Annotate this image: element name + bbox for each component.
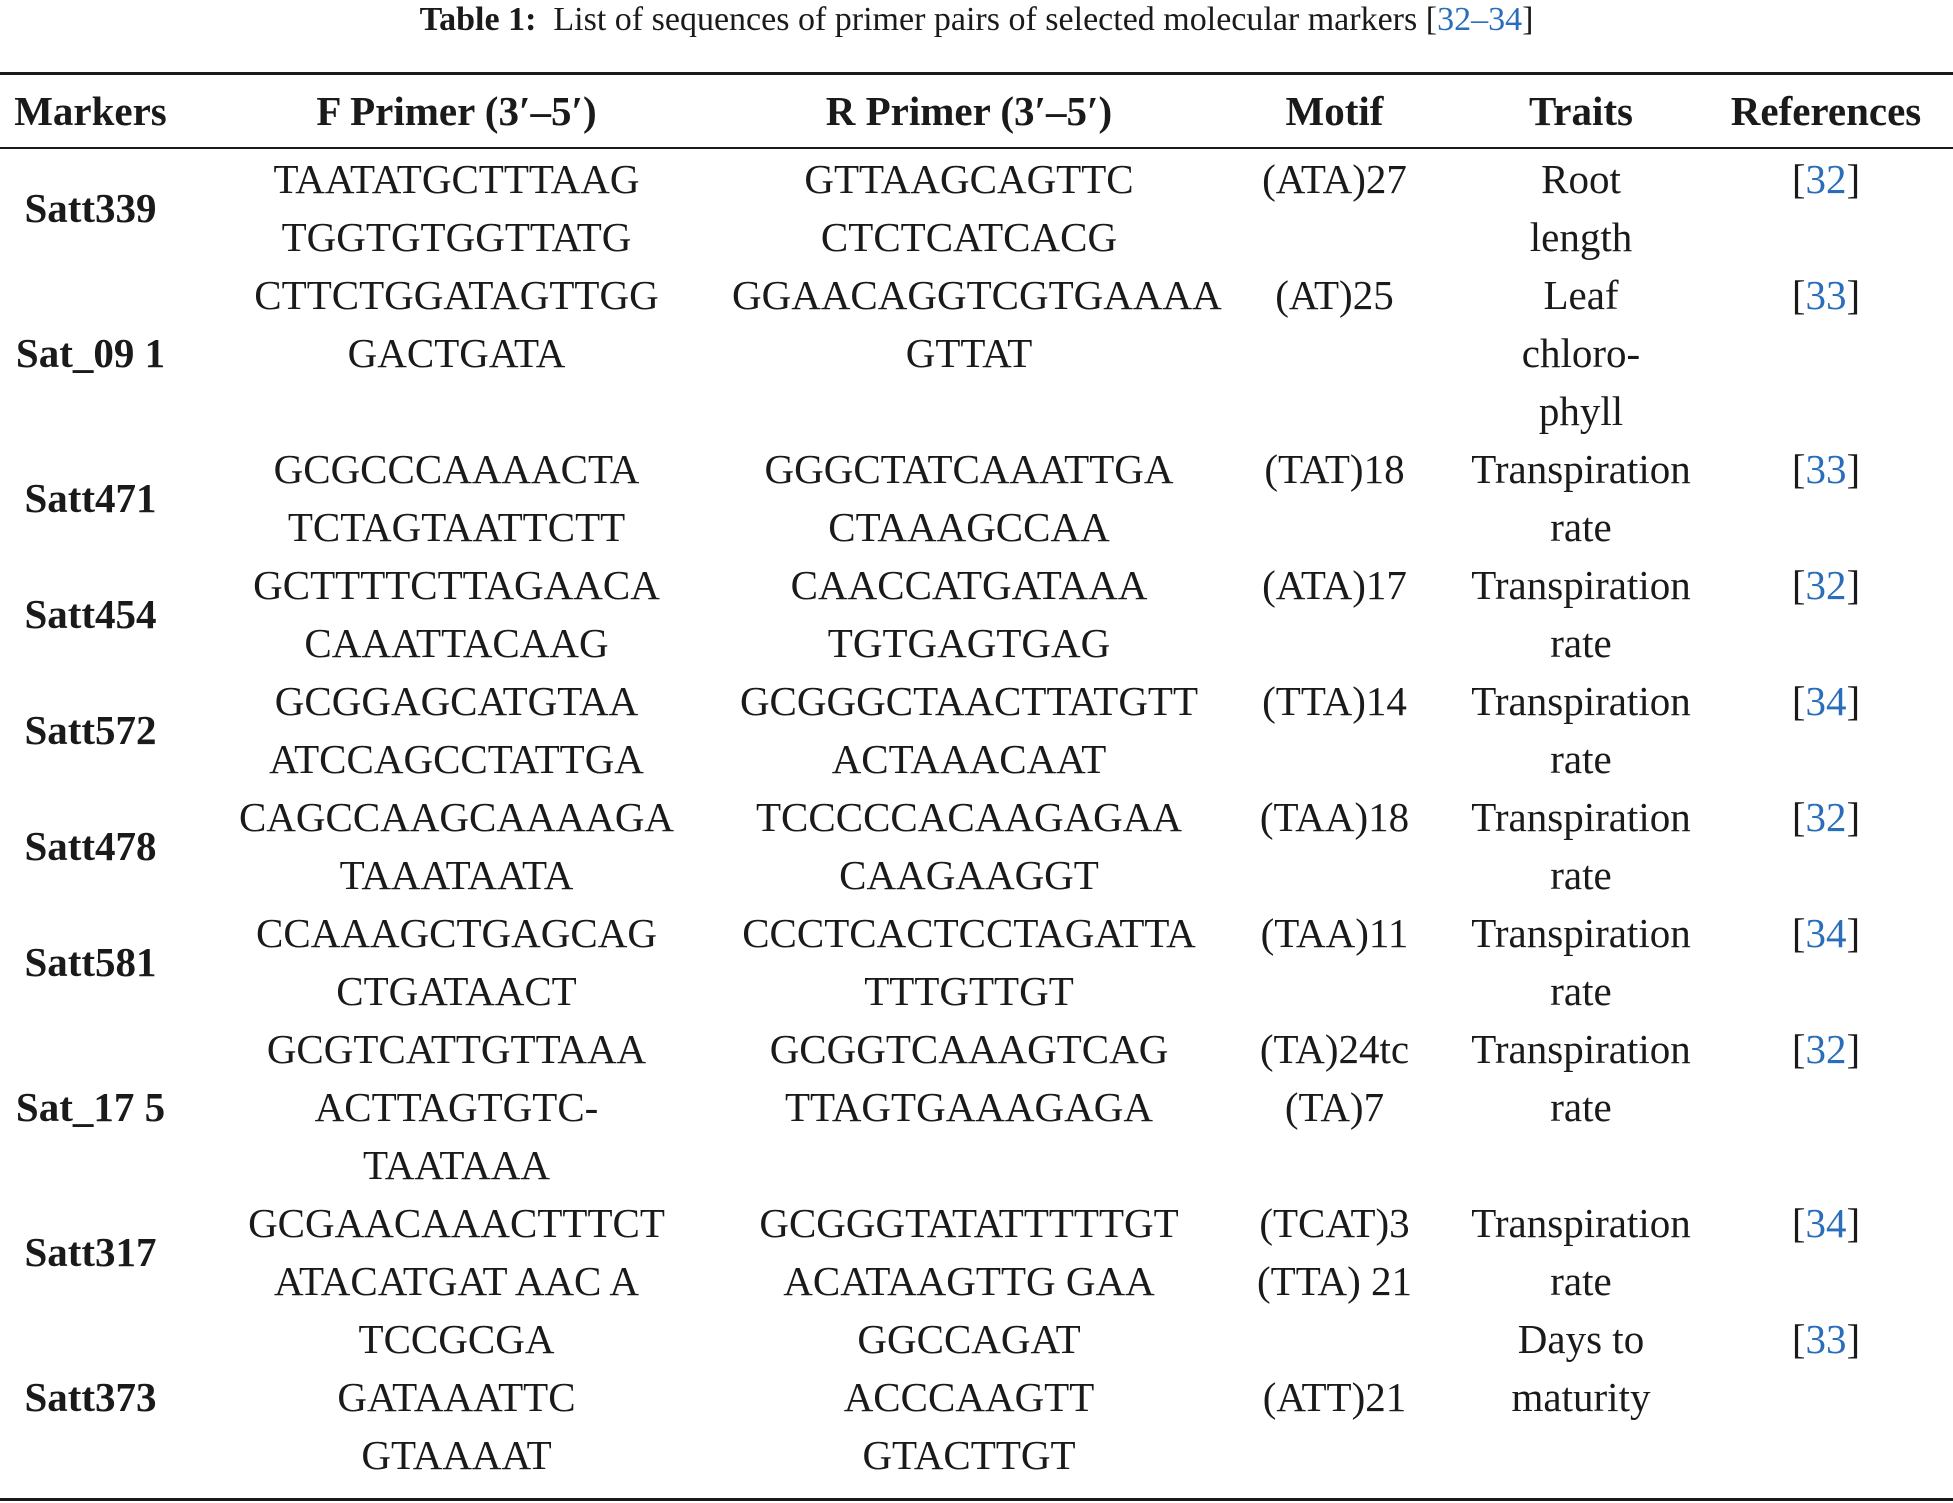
f-primer-cell	[181, 440, 732, 556]
caption-text: List of sequences of primer pairs of selected molecular markers	[553, 1, 1418, 38]
f-primer-line: GCGTCATTGTTAAA	[266, 1026, 647, 1072]
motif-cell	[1206, 1020, 1463, 1194]
ref-bracket-open: [	[1791, 1316, 1806, 1362]
motif-line: (TA)7	[1284, 1084, 1385, 1130]
traits-cell	[1463, 788, 1699, 904]
r-primer-line: TGTGAGTGAG	[827, 620, 1111, 666]
traits-cell	[1463, 1310, 1699, 1484]
motif-cell	[1206, 904, 1463, 1020]
primer-table	[0, 75, 1953, 1484]
r-primer-line: GGCCAGAT	[857, 1316, 1081, 1362]
r-primer-cell	[732, 266, 1222, 440]
f-primer-line: TCTAGTAATTCTT	[287, 504, 626, 550]
r-primer-line: GCGGGCTAACTTATGTT	[739, 678, 1199, 724]
f-primer-line: CTGATAACT	[336, 968, 577, 1014]
f-primer-line: GCGGAGCATGTAA	[274, 678, 639, 724]
r-primer-cell	[732, 1020, 1206, 1194]
r-primer-cell	[732, 440, 1206, 556]
r-primer-cell	[732, 904, 1206, 1020]
ref-bracket-close: ]	[1846, 1200, 1861, 1246]
reference-cell	[1699, 1194, 1953, 1310]
f-primer-cell	[181, 788, 732, 904]
f-primer-line: CTTCTGGATAGTTGG	[254, 272, 659, 318]
traits-cell	[1463, 556, 1699, 672]
table-row	[0, 1194, 1953, 1310]
ref-bracket-open: [	[1791, 1200, 1806, 1246]
r-primer-line: TTAGTGAAAGAGA	[785, 1084, 1153, 1130]
traits-line: rate	[1550, 504, 1612, 550]
ref-bracket-close: ]	[1846, 1316, 1861, 1362]
ref-bracket-close: ]	[1846, 156, 1861, 202]
table-row	[0, 266, 1953, 440]
motif-line: (AT)25	[1275, 272, 1394, 318]
f-primer-line: GCGCCCAAAACTA	[273, 446, 640, 492]
traits-cell	[1463, 904, 1699, 1020]
traits-line: Transpiration	[1471, 678, 1691, 724]
marker-cell: Sat_09 1	[15, 330, 166, 376]
table-row	[0, 672, 1953, 788]
table-row	[0, 147, 1953, 266]
motif-cell	[1206, 556, 1463, 672]
motif-cell	[1206, 788, 1463, 904]
reference-cell	[1699, 266, 1953, 440]
ref-bracket-open: [	[1791, 910, 1806, 956]
header-motif: Motif	[1285, 88, 1384, 134]
reference-link[interactable]: 32	[1805, 156, 1847, 202]
motif-line: (ATA)27	[1262, 156, 1407, 202]
r-primer-line: GGAACAGGTCGTGAAAA	[732, 272, 1222, 318]
reference-link[interactable]: 34	[1805, 1200, 1847, 1246]
caption-ref-close: ]	[1522, 1, 1534, 38]
f-primer-cell	[181, 672, 732, 788]
ref-bracket-open: [	[1791, 272, 1806, 318]
f-primer-line: TAATAAA	[362, 1142, 551, 1188]
f-primer-cell	[181, 904, 732, 1020]
ref-bracket-open: [	[1791, 1026, 1806, 1072]
traits-line: Transpiration	[1471, 562, 1691, 608]
ref-bracket-open: [	[1791, 446, 1806, 492]
marker-cell: Satt572	[24, 707, 157, 753]
traits-cell	[1463, 266, 1699, 440]
header-markers: Markers	[14, 88, 167, 134]
motif-line: (TCAT)3	[1259, 1200, 1410, 1246]
traits-line: Transpiration	[1471, 1026, 1691, 1072]
traits-line: rate	[1550, 1258, 1612, 1304]
motif-cell	[1206, 1194, 1463, 1310]
traits-line: rate	[1550, 1084, 1612, 1130]
ref-bracket-open: [	[1791, 562, 1806, 608]
table-caption	[0, 0, 1953, 40]
ref-bracket-close: ]	[1846, 794, 1861, 840]
table-body	[0, 147, 1953, 1484]
f-primer-cell	[181, 1020, 732, 1194]
caption-label: Table 1:	[419, 1, 537, 38]
motif-line: (TAA)11	[1260, 910, 1409, 956]
traits-line: chloro-	[1521, 330, 1641, 376]
header-traits: Traits	[1528, 88, 1633, 134]
f-primer-cell	[181, 1194, 732, 1310]
reference-cell	[1699, 1020, 1953, 1194]
traits-line: maturity	[1511, 1374, 1651, 1420]
r-primer-line: GTTAAGCAGTTC	[804, 156, 1134, 202]
f-primer-line: GACTGATA	[347, 330, 566, 376]
marker-cell: Satt581	[24, 939, 157, 985]
f-primer-line: GTAAAAT	[361, 1432, 552, 1478]
motif-line: (TTA)14	[1262, 678, 1407, 724]
traits-cell	[1463, 440, 1699, 556]
r-primer-cell	[732, 672, 1206, 788]
marker-cell: Satt317	[24, 1229, 157, 1275]
f-primer-cell	[181, 1310, 732, 1484]
marker-cell: Satt471	[24, 475, 157, 521]
f-primer-line: TAATATGCTTTAAG	[273, 156, 640, 202]
caption-ref-open: [	[1425, 1, 1438, 38]
f-primer-line: ATACATGAT AAC A	[273, 1258, 640, 1304]
r-primer-line: TCCCCCACAAGAGAA	[756, 794, 1182, 840]
reference-link[interactable]: 34	[1805, 678, 1847, 724]
motif-cell	[1206, 147, 1463, 266]
motif-cell	[1206, 266, 1463, 440]
motif-cell	[1206, 1310, 1463, 1484]
r-primer-cell	[732, 1194, 1206, 1310]
r-primer-line: ACTAAACAAT	[831, 736, 1107, 782]
reference-cell	[1699, 147, 1953, 266]
reference-cell	[1699, 904, 1953, 1020]
traits-line: Leaf	[1543, 272, 1619, 318]
reference-link[interactable]: 32	[1805, 562, 1847, 608]
r-primer-line: CTCTCATCACG	[820, 214, 1118, 260]
f-primer-line: ACTTAGTGTC-	[314, 1084, 599, 1130]
traits-cell	[1463, 1020, 1699, 1194]
r-primer-cell	[732, 556, 1206, 672]
r-primer-line: GCGGGTATATTTTTGT	[759, 1200, 1179, 1246]
f-primer-cell	[181, 266, 732, 440]
r-primer-line: GGGCTATCAAATTGA	[764, 446, 1174, 492]
f-primer-line: CCAAAGCTGAGCAG	[256, 910, 657, 956]
traits-line: Transpiration	[1471, 910, 1691, 956]
marker-cell: Satt454	[24, 591, 157, 637]
motif-cell	[1206, 440, 1463, 556]
ref-bracket-close: ]	[1846, 678, 1861, 724]
r-primer-line: ACCCAAGTT	[843, 1374, 1095, 1420]
motif-line: (TTA) 21	[1257, 1258, 1412, 1304]
reference-cell	[1699, 672, 1953, 788]
motif-line: (TA)24tc	[1259, 1026, 1410, 1072]
motif-line: (ATT)21	[1262, 1374, 1407, 1420]
f-primer-line: GCTTTTCTTAGAACA	[253, 562, 660, 608]
ref-bracket-close: ]	[1846, 272, 1861, 318]
reference-cell	[1699, 1310, 1953, 1484]
ref-bracket-close: ]	[1846, 446, 1861, 492]
r-primer-line: TTTGTTGT	[864, 968, 1074, 1014]
f-primer-line: CAGCCAAGCAAAAGA	[238, 794, 675, 840]
motif-line: (ATA)17	[1262, 562, 1407, 608]
f-primer-line: GATAAATTC	[337, 1374, 576, 1420]
f-primer-cell	[181, 556, 732, 672]
marker-cell: Satt339	[24, 185, 157, 231]
r-primer-line: GCGGTCAAAGTCAG	[769, 1026, 1169, 1072]
table-row	[0, 788, 1953, 904]
r-primer-line: CTAAAGCCAA	[828, 504, 1110, 550]
r-primer-line: CCCTCACTCCTAGATTA	[742, 910, 1196, 956]
f-primer-line: ATCCAGCCTATTGA	[269, 736, 644, 782]
ref-bracket-open: [	[1791, 678, 1806, 724]
table-header-row	[0, 75, 1953, 147]
f-primer-line: GCGAACAAACTTTCT	[248, 1200, 665, 1246]
traits-line: rate	[1550, 620, 1612, 666]
r-primer-line: GTACTTGT	[862, 1432, 1076, 1478]
ref-bracket-close: ]	[1846, 1026, 1861, 1072]
header-f-primer: F Primer (3′–5′)	[316, 88, 597, 134]
table-row	[0, 440, 1953, 556]
traits-cell	[1463, 147, 1699, 266]
f-primer-line: TAAATAATA	[339, 852, 574, 898]
traits-line: Transpiration	[1471, 446, 1691, 492]
reference-cell	[1699, 556, 1953, 672]
table-row	[0, 556, 1953, 672]
traits-cell	[1463, 1194, 1699, 1310]
r-primer-line: CAACCATGATAAA	[790, 562, 1148, 608]
motif-line: (TAT)18	[1264, 446, 1405, 492]
header-references: References	[1730, 88, 1922, 134]
f-primer-line: TCCGCGA	[358, 1316, 555, 1362]
traits-line: Transpiration	[1471, 1200, 1691, 1246]
traits-cell	[1463, 672, 1699, 788]
marker-cell: Satt373	[24, 1374, 157, 1420]
ref-bracket-open: [	[1791, 794, 1806, 840]
traits-line: rate	[1550, 968, 1612, 1014]
reference-cell	[1699, 440, 1953, 556]
caption-ref-link[interactable]: 32–34	[1437, 1, 1523, 38]
traits-line: Root	[1541, 156, 1621, 202]
reference-link[interactable]: 34	[1805, 910, 1847, 956]
marker-cell: Satt478	[24, 823, 157, 869]
reference-link[interactable]: 32	[1805, 794, 1847, 840]
marker-cell: Sat_17 5	[15, 1084, 166, 1130]
table-row	[0, 1020, 1953, 1194]
traits-line: rate	[1550, 736, 1612, 782]
f-primer-cell	[181, 147, 732, 266]
ref-bracket-close: ]	[1846, 562, 1861, 608]
reference-link[interactable]: 33	[1805, 272, 1847, 318]
f-primer-line: TGGTGTGGTTATG	[281, 214, 632, 260]
reference-link[interactable]: 33	[1805, 1316, 1847, 1362]
traits-line: phyll	[1538, 388, 1624, 434]
traits-line: length	[1529, 214, 1633, 260]
traits-line: Days to	[1517, 1316, 1645, 1362]
f-primer-line: CAAATTACAAG	[304, 620, 609, 666]
r-primer-cell	[732, 1310, 1206, 1484]
reference-cell	[1699, 788, 1953, 904]
r-primer-cell	[732, 788, 1206, 904]
motif-line: (TAA)18	[1259, 794, 1410, 840]
r-primer-line: GTTAT	[905, 330, 1033, 376]
table-bottom-rule	[0, 1498, 1953, 1501]
traits-line: Transpiration	[1471, 794, 1691, 840]
header-r-primer: R Primer (3′–5′)	[825, 88, 1113, 134]
table-row	[0, 904, 1953, 1020]
reference-link[interactable]: 33	[1805, 446, 1847, 492]
traits-line: rate	[1550, 852, 1612, 898]
ref-bracket-close: ]	[1846, 910, 1861, 956]
reference-link[interactable]: 32	[1805, 1026, 1847, 1072]
r-primer-line: ACATAAGTTG GAA	[783, 1258, 1155, 1304]
motif-cell	[1206, 672, 1463, 788]
r-primer-line: CAAGAAGGT	[839, 852, 1099, 898]
r-primer-cell	[732, 147, 1206, 266]
table-row	[0, 1310, 1953, 1484]
ref-bracket-open: [	[1791, 156, 1806, 202]
